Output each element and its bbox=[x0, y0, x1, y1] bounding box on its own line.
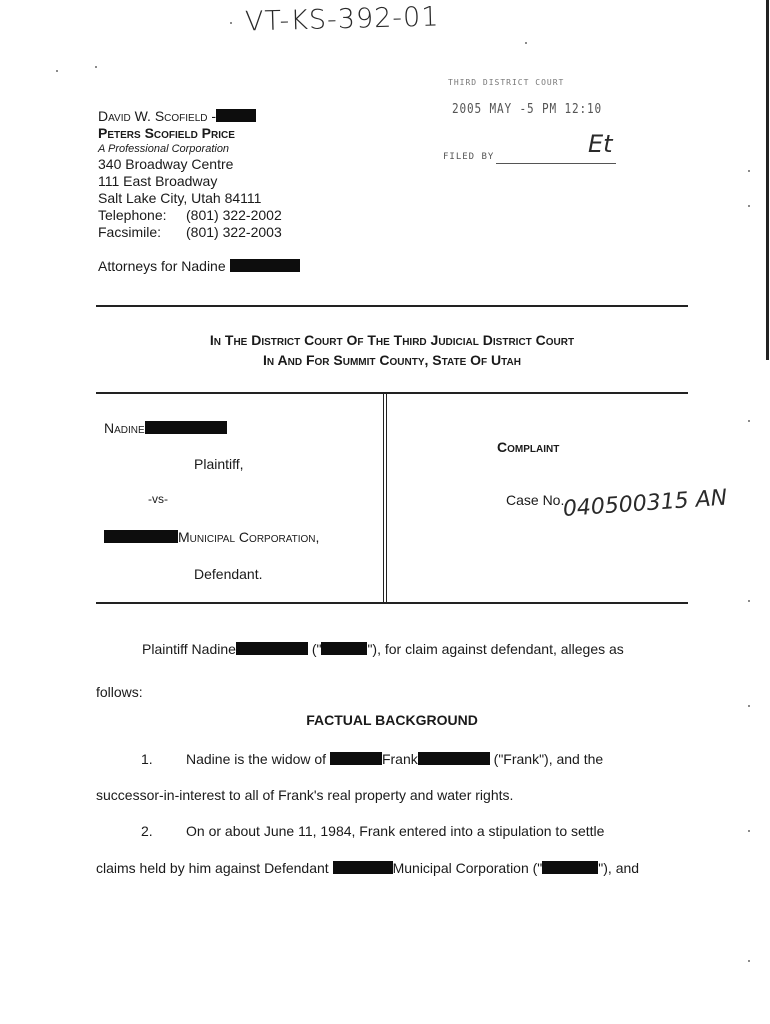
section-heading: FACTUAL BACKGROUND bbox=[306, 712, 478, 728]
handwritten-case-number: 040500315 AN bbox=[562, 485, 728, 522]
plaintiff-role: Plaintiff, bbox=[194, 456, 244, 472]
court-title-line-2: In And For Summit County, State Of Utah bbox=[263, 352, 521, 368]
firm-name: Peters Scofield Price bbox=[98, 125, 235, 141]
document-type: Complaint bbox=[497, 439, 560, 455]
paragraph-1-number: 1. bbox=[141, 751, 153, 767]
defendant-name: Municipal Corporation, bbox=[104, 529, 319, 545]
case-number-label: Case No. bbox=[506, 492, 565, 508]
caption-top-rule bbox=[96, 392, 688, 394]
attorney-block bbox=[98, 108, 300, 275]
filing-stamp-court: THIRD DISTRICT COURT bbox=[448, 78, 565, 87]
telephone-line: Telephone: (801) 322-2002 bbox=[98, 207, 282, 223]
redaction-bar bbox=[330, 752, 382, 765]
redaction-bar bbox=[542, 861, 598, 874]
scan-speck bbox=[95, 66, 97, 68]
header-rule bbox=[96, 305, 688, 307]
filing-stamp-filed-by: FILED BY bbox=[443, 152, 495, 162]
caption-divider-right bbox=[386, 394, 387, 602]
address-line-1: 340 Broadway Centre bbox=[98, 156, 234, 172]
redaction-bar bbox=[145, 421, 227, 434]
address-city: Salt Lake City, Utah 84111 bbox=[98, 190, 262, 206]
handwritten-initials: Et bbox=[588, 130, 613, 158]
scan-edge bbox=[766, 0, 769, 360]
paragraph-2-line-2: claims held by him against Defendant Municipal Corporation (" "), and bbox=[96, 860, 640, 876]
caption-divider-left bbox=[383, 394, 384, 602]
handwritten-reference: VT-KS-392-01 bbox=[244, 1, 440, 38]
scan-speck bbox=[748, 600, 750, 602]
redaction-bar bbox=[236, 642, 308, 655]
redaction-bar bbox=[418, 752, 490, 765]
versus-label: -vs- bbox=[148, 492, 168, 506]
redaction-bar bbox=[321, 642, 367, 655]
court-title-line-1: In The District Court Of The Third Judicial District Court bbox=[209, 332, 575, 348]
paragraph-1-line-1: Nadine is the widow of Frank ("Frank"), and the bbox=[186, 751, 604, 767]
scan-speck bbox=[748, 420, 750, 422]
redaction-bar bbox=[216, 109, 256, 122]
scan-speck bbox=[748, 205, 750, 207]
scan-speck bbox=[748, 170, 750, 172]
scan-speck bbox=[748, 960, 750, 962]
attorney-name: David W. Scofield - bbox=[98, 108, 300, 125]
paragraph-2-line-1: On or about June 11, 1984, Frank entered into a stipulation to settle bbox=[186, 823, 605, 839]
redaction-bar bbox=[230, 259, 300, 272]
caption-bottom-rule bbox=[96, 602, 688, 604]
address-line-2: 111 East Broadway bbox=[98, 173, 218, 189]
facsimile-line: Facsimile: (801) 322-2003 bbox=[98, 224, 282, 240]
scan-speck bbox=[748, 830, 750, 832]
intro-line: Plaintiff Nadine (" "), for claim against defendant, alleges as bbox=[142, 641, 624, 657]
paragraph-2-number: 2. bbox=[141, 823, 153, 839]
scan-speck bbox=[525, 42, 527, 44]
redaction-bar bbox=[104, 530, 178, 543]
scan-speck bbox=[230, 22, 232, 24]
scan-speck bbox=[56, 70, 58, 72]
scan-speck bbox=[748, 705, 750, 707]
filing-stamp-date: 2005 MAY -5 PM 12:10 bbox=[452, 102, 603, 117]
intro-continuation: follows: bbox=[96, 684, 143, 700]
filed-by-line bbox=[496, 163, 616, 164]
attorneys-for: Attorneys for Nadine bbox=[98, 258, 300, 275]
paragraph-1-line-2: successor-in-interest to all of Frank's real property and water rights. bbox=[96, 787, 514, 803]
firm-corporation: A Professional Corporation bbox=[98, 143, 230, 155]
plaintiff-name: Nadine bbox=[104, 420, 227, 436]
redaction-bar bbox=[333, 861, 393, 874]
defendant-role: Defendant. bbox=[194, 566, 263, 582]
